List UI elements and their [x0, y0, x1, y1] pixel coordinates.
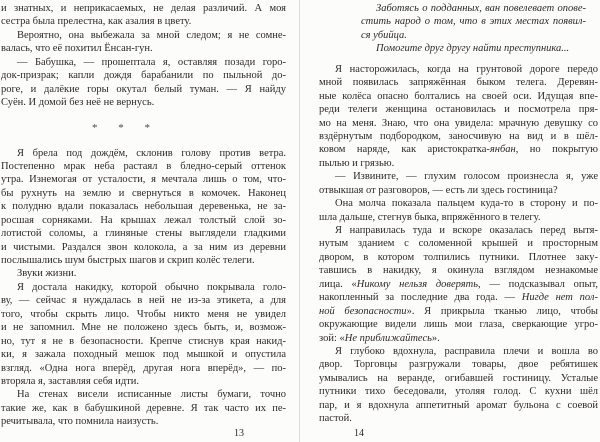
text-line: путники тихо беседовали, утоляя голод. С кухни шёл: [319, 386, 598, 398]
page-gutter-divider: [299, 0, 300, 442]
text-line: Я глубоко вдохнула, расправила плечи и вошла во: [335, 345, 598, 357]
text-line: Я достала накидку, которой обычно покрывала голо-: [17, 281, 286, 293]
text-line: роге, и далёкие горы окутал белый туман. — Я найду: [1, 83, 286, 95]
italic-text-segment: ной безопасности: [319, 305, 407, 317]
text-line: [319, 291, 598, 304]
text-line: того, чтобы скрыть лицо. Чтобы никто меня не увидел: [1, 308, 286, 320]
text-line: двором, в котором толпились путники. Плотнее заку-: [319, 251, 598, 263]
text-line: окружающие видели лишь мои глаза, сверкающие угро-: [319, 319, 598, 331]
text-line: док-призрак; капли дождя барабанили по пыльной до-: [1, 70, 286, 82]
text-line: двор. Торговцы разгружали товары, двое ребятишек: [319, 359, 598, 371]
text-line: [319, 143, 598, 156]
text-line: Я брела под дождём, склонив голову против ветра.: [17, 147, 286, 159]
text-line: взгляд. «Одна нога вперёд, другая нога вперёд», — по-: [1, 362, 286, 374]
text-segment: ».: [431, 332, 440, 344]
text-line: но, тут я не в безопасности. Крепче стиснув края накид-: [1, 335, 286, 347]
text-line: бы рухнуть на землю и свернуться в комочек. Наконец: [1, 187, 286, 199]
text-line: ки, я зажала походный мешок под мышкой и опустила: [1, 349, 286, 361]
text-line: вторяла я, заставляя себя идти.: [1, 375, 140, 387]
text-line: ву, — сейчас я нуждалась в ней не из-за этикета, а для: [1, 295, 286, 307]
text-line: сестра была прелестна, как азалия в цвету.: [1, 16, 192, 28]
text-segment: лица. «: [319, 278, 357, 290]
text-line: шла дальше, стегнув быка, впряжённого в телегу.: [319, 211, 541, 223]
text-segment: , но покрытую: [515, 144, 598, 156]
text-segment: ». Я прикрыла тканью лицо, чтобы: [406, 305, 598, 317]
text-line: пар, и я вдохнула аппетитный аромат бульона с соевой: [319, 399, 598, 411]
text-line: На стенах висели исписанные листы бумаги, точно: [17, 389, 286, 401]
text-line: к полудню вдали показалась небольшая деревенька, не за-: [1, 201, 286, 213]
text-line: Суён. И домой без неё не вернусь.: [1, 97, 155, 109]
text-segment: , — подсказывал опыт,: [478, 278, 598, 290]
text-line: тавшись в накидку, я окинула взглядом незнакомые: [319, 265, 598, 277]
text-line: такие же, как в бабушкиной деревне. Я так часто их пе-: [1, 402, 286, 414]
text-line: [319, 332, 598, 345]
text-line: Она молча показала пальцем куда-то в сторону и по-: [335, 198, 598, 210]
text-line: росшая сорняками. На крышах лежал толстый слой зо-: [1, 214, 286, 226]
text-line: речитывала, что помнила наизусть.: [1, 416, 159, 428]
text-line: и не запомнил. Мне не положено здесь быть, и, возмож-: [1, 322, 286, 334]
text-line: мо на меня. Знаю, что она увидела: мрачную девушку со: [319, 117, 598, 129]
text-line: [319, 278, 598, 291]
text-line: — Извините, — глухим голосом произнесла я, уже: [335, 171, 598, 183]
text-line: Звуки жизни.: [17, 268, 77, 280]
text-line: [319, 305, 598, 318]
text-line: мной появилась запряжённая быком телега. Деревян-: [319, 77, 598, 89]
italic-text-segment: янбан: [489, 144, 516, 156]
text-line: лотистой соломы, а глиняные стены выглядели гладкими: [1, 228, 286, 240]
italic-text-segment: Нигде нет пол-: [521, 292, 598, 304]
text-line: Заботясь о подданных, ван повелевает опове-: [376, 3, 586, 14]
text-segment: накопленный за последние два года. —: [319, 292, 522, 304]
text-line: ные колёса опасно болтались на своей оси. Идущая впе-: [319, 90, 598, 102]
text-segment: зой: «: [319, 332, 345, 344]
text-line: утра. Изнемогая от усталости, я мечтала лишь о том, что-: [1, 174, 286, 186]
text-line: реди телеги женщина остановилась и посмотрела пря-: [319, 104, 598, 116]
italic-text-segment: Не приближайтесь: [344, 332, 432, 344]
text-line: нутым зданием с соломенной крышей и просторным: [319, 238, 598, 250]
paragraph-gap: [319, 56, 598, 63]
text-line: умывались на веранде, огибавшей гостиницу. Усталые: [319, 372, 598, 384]
text-segment: ковом наряде, как аристократка-: [319, 144, 490, 156]
text-line: валась, что её похитил Ёнсан-гун.: [1, 43, 153, 55]
text-line: Вероятно, она выбежала за мной следом; я не сомне-: [17, 29, 286, 41]
text-line: вздёрнутым подбородком, заносчивую на вид и в шёл-: [319, 130, 598, 142]
text-line: послышались шум быстрых шагов и скрип колёс телеги.: [1, 255, 255, 266]
left-page-text-column: [1, 2, 286, 429]
text-line: стить народ о том, что в этих местах появил-: [361, 16, 586, 28]
right-page-text-column: [319, 2, 598, 426]
text-line: Постепенно мрак неба растаял в бледно-серый оттенок: [1, 160, 286, 172]
text-line: и знатных, и неприкасаемых, не делая различий. А моя: [1, 3, 286, 14]
text-line: — Бабушка, — прошептала я, оставляя позади горо-: [17, 56, 286, 68]
text-line: пылью и грязью.: [319, 157, 395, 169]
left-page-number: 13: [234, 428, 244, 439]
text-line: отвыкшая от разговоров, — есть ли здесь гостиница?: [319, 184, 558, 196]
text-line: и чистыми. Раздался звон колокола, а за ним из деревни: [1, 241, 286, 253]
text-line: Помогите друг другу найти преступника...: [376, 43, 570, 55]
text-line: Я направилась туда и вскоре оказалась перед вытя-: [335, 225, 598, 236]
section-divider: * * *: [92, 121, 159, 134]
right-page-number: 14: [354, 428, 364, 439]
italic-text-segment: Никому нельзя доверять: [356, 278, 478, 290]
text-line: ся убийца.: [361, 29, 407, 41]
text-line: Я насторожилась, когда на грунтовой дороге передо: [335, 63, 598, 75]
text-line: пастой.: [319, 413, 352, 425]
